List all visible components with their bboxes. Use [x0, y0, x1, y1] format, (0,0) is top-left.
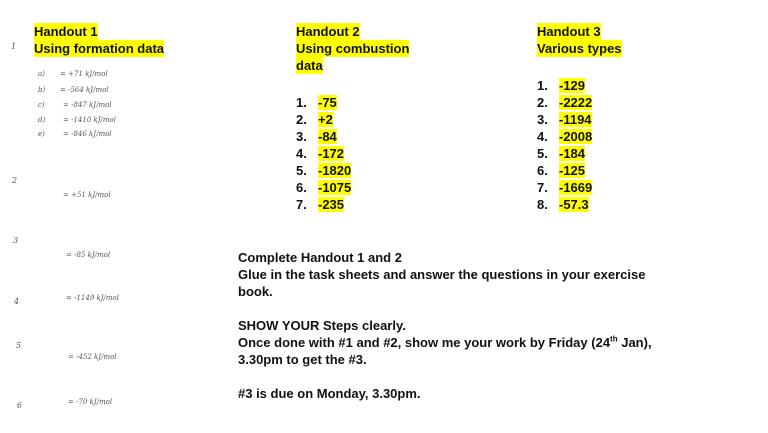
question-number: 1 [11, 42, 17, 51]
list-item [296, 94, 351, 111]
answer-value: -129 [559, 78, 586, 93]
list-item [537, 77, 592, 94]
handout1-title [34, 23, 164, 57]
part-value: = -564 kJ/mol [60, 86, 109, 94]
instructions [238, 249, 652, 402]
list-item [296, 128, 351, 145]
handout1-title-line2: Using formation data [34, 41, 165, 56]
ordinal-suffix: th [610, 334, 618, 344]
handout3-title-line1: Handout 3 [537, 24, 601, 39]
question-number: 6 [17, 401, 23, 410]
list-item [537, 179, 592, 196]
handout3-title-line2: Various types [537, 41, 622, 56]
part-value: = -847 kJ/mol [63, 101, 112, 109]
handout2-answer-list [296, 94, 351, 213]
part-label: d) [38, 116, 46, 124]
answer-number: 7. [537, 180, 548, 195]
instruction-line: 3.30pm to get the #3. [238, 352, 367, 367]
list-item [537, 111, 592, 128]
answer-number: 2. [296, 112, 307, 127]
answer-value: -1194 [559, 112, 592, 127]
answer-q4: = -1149 kJ/mol [66, 294, 119, 302]
instruction-line: SHOW YOUR Steps clearly. [238, 318, 406, 333]
instruction-text: Jan), [617, 335, 652, 350]
answer-q6: = -70 kJ/mol [68, 398, 113, 406]
instruction-line [238, 334, 652, 351]
answer-number: 4. [537, 129, 548, 144]
list-item [537, 94, 592, 111]
list-item [537, 145, 592, 162]
answer-q3: = -85 kJ/mol [66, 251, 111, 259]
handout2-title-line2: Using combustion [296, 41, 410, 56]
answer-value: -57.3 [559, 197, 589, 212]
answer-number: 1. [537, 78, 548, 93]
answer-value: -172 [318, 146, 345, 161]
list-item [537, 128, 592, 145]
answer-value: -2222 [559, 95, 593, 110]
question-number: 3 [13, 236, 19, 245]
answer-value: -1075 [318, 180, 352, 195]
instruction-line: #3 is due on Monday, 3.30pm. [238, 386, 421, 401]
answer-number: 2. [537, 95, 548, 110]
list-item [296, 111, 351, 128]
list-item [296, 145, 351, 162]
answer-number: 3. [296, 129, 307, 144]
question-number: 2 [12, 176, 18, 185]
answer-value: -75 [318, 95, 337, 110]
answer-number: 6. [537, 163, 548, 178]
handout3-title [537, 23, 622, 57]
answer-value: -125 [559, 163, 586, 178]
answer-q5: = -452 kJ/mol [68, 353, 117, 361]
answer-number: 3. [537, 112, 548, 127]
handout2-title [296, 23, 409, 74]
answer-number: 6. [296, 180, 307, 195]
instruction-line: Glue in the task sheets and answer the questions in your exercise [238, 267, 646, 282]
handout1-title-line1: Handout 1 [34, 24, 98, 39]
part-label: e) [38, 130, 45, 138]
part-label: c) [38, 101, 45, 109]
answer-value: -235 [318, 197, 345, 212]
instruction-text: Once done with #1 and #2, show me your work by Friday (24 [238, 335, 611, 350]
handout2-title-line1: Handout 2 [296, 24, 360, 39]
answer-number: 5. [296, 163, 307, 178]
answer-number: 4. [296, 146, 307, 161]
list-item [296, 196, 351, 213]
part-value: = -1410 kJ/mol [63, 116, 116, 124]
part-label: a) [38, 70, 45, 78]
list-item [296, 179, 351, 196]
answer-value: -1820 [318, 163, 352, 178]
answer-value: -84 [318, 129, 337, 144]
answer-value: +2 [318, 112, 333, 127]
handout2-title-line3: data [296, 58, 323, 73]
answer-value: -2008 [559, 129, 593, 144]
answer-value: -184 [559, 146, 586, 161]
question-number: 4 [14, 297, 20, 306]
answer-q2: = +51 kJ/mol [63, 191, 111, 199]
list-item [537, 196, 592, 213]
list-item [537, 162, 592, 179]
answer-value: -1669 [559, 180, 593, 195]
list-item [296, 162, 351, 179]
instruction-line: book. [238, 284, 273, 299]
instruction-line: Complete Handout 1 and 2 [238, 250, 402, 265]
answer-number: 8. [537, 197, 548, 212]
answer-number: 7. [296, 197, 307, 212]
handout3-answer-list [537, 77, 592, 213]
part-label: b) [38, 86, 46, 94]
answer-number: 1. [296, 95, 307, 110]
question-number: 5 [16, 341, 22, 350]
answer-number: 5. [537, 146, 548, 161]
part-value: = +71 kJ/mol [60, 70, 108, 78]
part-value: = -846 kJ/mol [63, 130, 112, 138]
